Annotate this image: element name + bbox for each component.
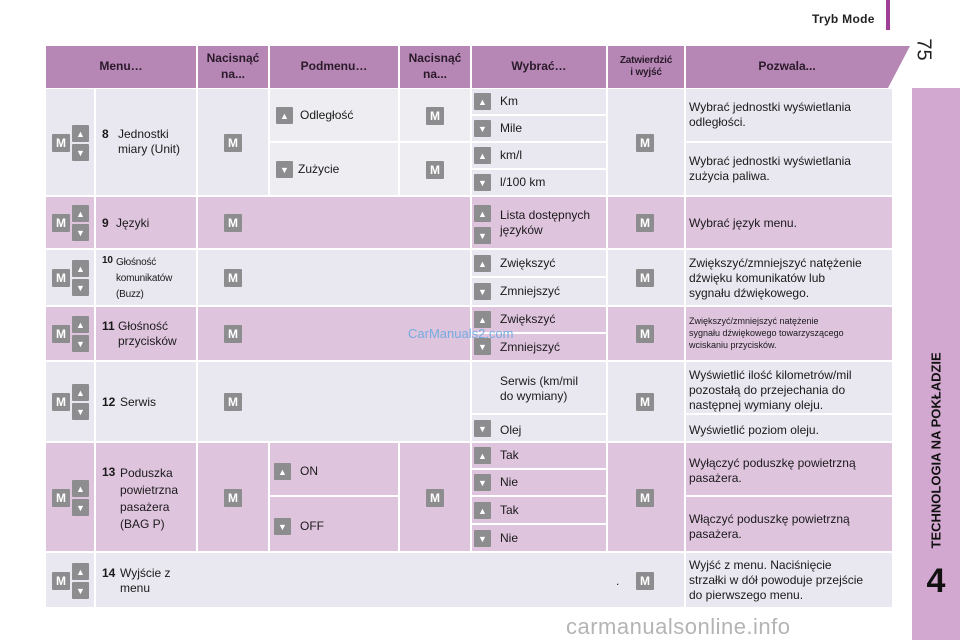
m-key-icon: M	[224, 134, 242, 152]
desc-language: Wybrać język menu.	[689, 216, 797, 230]
down-arrow-icon: ▼	[72, 144, 89, 161]
desc-distance: Wybrać jednostki wyświetlania odległości.	[689, 100, 851, 129]
down-arrow-icon: ▼	[474, 174, 491, 191]
m-key-icon: M	[52, 572, 70, 590]
up-arrow-icon: ▲	[72, 563, 89, 580]
up-arrow-icon: ▲	[474, 311, 491, 328]
desc-key-volume: Zwiększyć/zmniejszyć natężenie sygnału dźwiękowego towarzyszącego wciskaniu przycisków.	[689, 316, 844, 350]
row-airbag	[46, 443, 892, 551]
menu-number: 8	[102, 127, 109, 141]
down-arrow-icon: ▼	[474, 283, 491, 300]
m-key-icon: M	[52, 214, 70, 232]
m-key-icon: M	[636, 134, 654, 152]
menu-label: Głośność komunikatów (Buzz)	[116, 257, 173, 300]
section-title: Tryb Mode	[812, 12, 875, 26]
m-key-icon: M	[636, 393, 654, 411]
down-arrow-icon: ▼	[474, 474, 491, 491]
row-exit	[46, 553, 892, 607]
menu-number: 13	[102, 465, 116, 479]
desc-service-km: Wyświetlić ilość kilometrów/mil pozostałą do przejechania do następnej wymiany oleju.	[689, 368, 852, 412]
up-arrow-icon: ▲	[72, 480, 89, 497]
option-yes: Tak	[500, 448, 519, 462]
desc-oil: Wyświetlić poziom oleju.	[689, 423, 819, 437]
dot-mark: .	[616, 574, 620, 588]
option-yes: Tak	[500, 503, 519, 517]
submenu-distance: Odległość	[300, 108, 354, 122]
m-key-icon: M	[52, 134, 70, 152]
up-arrow-icon: ▲	[72, 384, 89, 401]
submenu-off: OFF	[300, 519, 324, 533]
up-arrow-icon: ▲	[274, 463, 291, 480]
header-press-1: Nacisnąć na...	[206, 51, 260, 81]
option-decrease: Zmniejszyć	[500, 340, 561, 354]
option-kml: km/l	[500, 148, 522, 162]
m-key-icon: M	[52, 269, 70, 287]
header-select: Wybrać…	[511, 59, 567, 74]
row-languages	[46, 197, 892, 248]
chapter-number: 4	[926, 562, 946, 600]
option-language-list: Lista dostępnych języków	[500, 208, 591, 237]
up-arrow-icon: ▲	[474, 147, 491, 164]
option-km: Km	[500, 94, 518, 108]
down-arrow-icon: ▼	[274, 518, 291, 535]
header-menu: Menu…	[99, 59, 143, 74]
desc-consumption: Wybrać jednostki wyświetlania zużycia paliwa.	[689, 154, 851, 183]
up-arrow-icon: ▲	[72, 260, 89, 277]
up-arrow-icon: ▲	[72, 125, 89, 142]
submenu-consumption: Zużycie	[298, 162, 340, 176]
up-arrow-icon: ▲	[474, 447, 491, 464]
menu-label: Głośność przycisków	[118, 319, 177, 348]
option-increase: Zwiększyć	[500, 256, 556, 270]
menu-number: 11	[102, 319, 115, 333]
up-arrow-icon: ▲	[72, 205, 89, 222]
header-submenu: Podmenu…	[300, 59, 368, 74]
page-number: 75	[912, 38, 935, 61]
row-buzz	[46, 250, 892, 305]
desc-airbag-off: Wyłączyć poduszkę powietrzną pasażera.	[689, 456, 856, 485]
option-service-km: Serwis (km/mil do wymiany)	[500, 374, 578, 403]
m-key-icon: M	[224, 489, 242, 507]
desc-buzz: Zwiększyć/zmniejszyć natężenie dźwięku komunikatów lub sygnału dźwiękowego.	[689, 256, 862, 300]
chapter-tab-label: TECHNOLOGIA NA POKŁADZIE	[928, 352, 944, 549]
down-arrow-icon: ▼	[474, 420, 491, 437]
chapter-tab-label-wrap	[912, 88, 960, 558]
desc-exit: Wyjść z menu. Naciśnięcie strzałki w dół powoduje przejście do pierwszego menu.	[689, 558, 864, 602]
m-key-icon: M	[636, 572, 654, 590]
submenu-on: ON	[300, 464, 318, 478]
m-key-icon: M	[52, 393, 70, 411]
option-oil: Olej	[500, 423, 522, 437]
option-decrease: Zmniejszyć	[500, 284, 561, 298]
watermark: CarManuals2.com	[408, 326, 514, 341]
up-arrow-icon: ▲	[474, 255, 491, 272]
up-arrow-icon: ▲	[474, 93, 491, 110]
down-arrow-icon: ▼	[474, 227, 491, 244]
option-no: Nie	[500, 531, 519, 545]
down-arrow-icon: ▼	[474, 530, 491, 547]
m-key-icon: M	[426, 107, 444, 125]
down-arrow-icon: ▼	[474, 120, 491, 137]
option-mile: Mile	[500, 121, 523, 135]
table-header	[46, 46, 888, 88]
menu-number: 14	[102, 566, 116, 580]
up-arrow-icon: ▲	[474, 502, 491, 519]
row-service	[46, 362, 892, 441]
down-arrow-icon: ▼	[72, 403, 89, 420]
option-increase: Zwiększyć	[500, 312, 556, 326]
menu-label: Języki	[116, 216, 150, 230]
m-key-icon: M	[224, 269, 242, 287]
up-arrow-icon: ▲	[474, 205, 491, 222]
row-units	[46, 89, 892, 195]
option-no: Nie	[500, 475, 519, 489]
down-arrow-icon: ▼	[72, 335, 89, 352]
menu-number: 9	[102, 216, 109, 230]
option-l100km: l/100 km	[500, 175, 546, 189]
header-confirm: Zatwierdzić i wyjść	[619, 55, 673, 78]
desc-airbag-on: Włączyć poduszkę powietrzną pasażera.	[689, 512, 850, 541]
m-key-icon: M	[426, 161, 444, 179]
menu-label: Jednostki miary (Unit)	[118, 127, 180, 156]
down-arrow-icon: ▼	[72, 499, 89, 516]
m-key-icon: M	[224, 325, 242, 343]
header-press-2: Nacisnąć na...	[408, 51, 462, 81]
up-arrow-icon: ▲	[276, 107, 293, 124]
m-key-icon: M	[636, 325, 654, 343]
down-arrow-icon: ▼	[72, 279, 89, 296]
menu-number: 10	[102, 255, 113, 266]
menu-label: Poduszka powietrzna pasażera (BAG P)	[120, 466, 179, 531]
m-key-icon: M	[636, 214, 654, 232]
m-key-icon: M	[52, 489, 70, 507]
m-key-icon: M	[224, 393, 242, 411]
header-allows: Pozwala...	[758, 59, 816, 74]
m-key-icon: M	[636, 269, 654, 287]
down-arrow-icon: ▼	[72, 224, 89, 241]
menu-label: Serwis	[120, 395, 157, 409]
up-arrow-icon: ▲	[72, 316, 89, 333]
down-arrow-icon: ▼	[276, 161, 293, 178]
menu-number: 12	[102, 395, 116, 409]
m-key-icon: M	[224, 214, 242, 232]
down-arrow-icon: ▼	[72, 582, 89, 599]
menu-label: Wyjście z menu	[120, 566, 171, 595]
down-arrow-icon: ▼	[474, 338, 491, 355]
title-accent-bar	[886, 0, 890, 30]
footer-watermark: carmanualsonline.info	[566, 614, 791, 639]
m-key-icon: M	[426, 489, 444, 507]
m-key-icon: M	[52, 325, 70, 343]
m-key-icon: M	[636, 489, 654, 507]
